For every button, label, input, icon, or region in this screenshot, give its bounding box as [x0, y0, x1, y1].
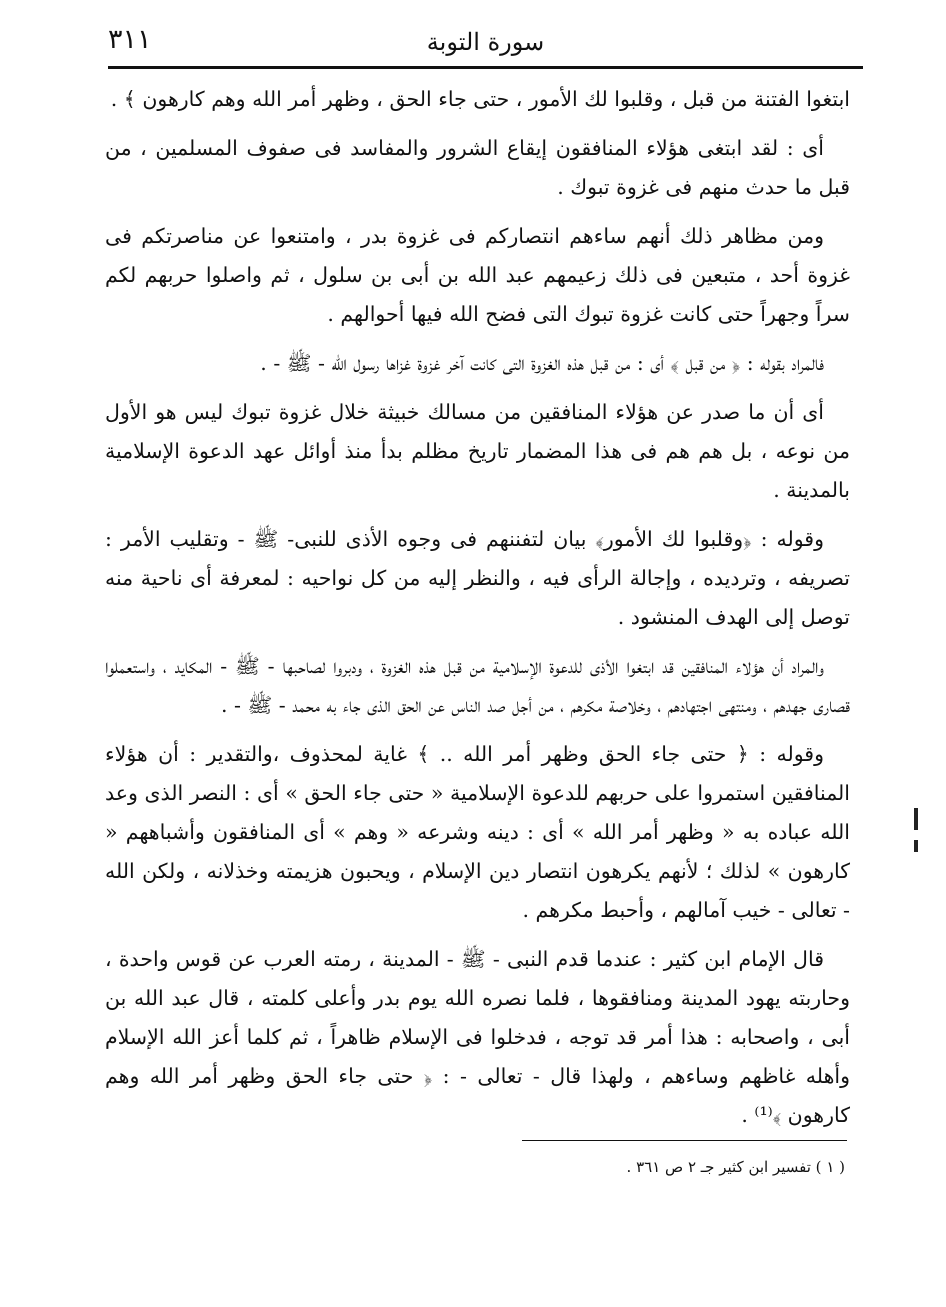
paragraph: أى أن ما صدر عن هؤلاء المنافقين من مسالك خبيثة خلال غزوة تبوك ليس هو الأول من نوعه ، بل هم هم فى هذا المضمار تاريخ مظلم بدأ منذ أوائل عهد الدعوة الإسلامية بالمدينة .: [105, 400, 850, 502]
paragraph: أى : لقد ابتغى هؤلاء المنافقون إيقاع الشرور والمفاسد فى صفوف المسلمين ، من قبل ما حدث منهم فى غزوة تبوك .: [105, 136, 850, 199]
body-text: [105, 80, 850, 1145]
paragraph: وقوله : ﴿ حتى جاء الحق وظهر أمر الله .. ﴾ غاية لمحذوف ،والتقدير : أن هؤلاء المنافقين استمروا على حربهم للدعوة الإسلامية « حتى جاء الحق » أى : النصر الذى وعد الله عباده به « وظهر أمر الله » أى : دينه وشرعه « وهم » أى المنافقون وأشباههم « كارهون » لذلك ؛ لأنهم يكرهون انتصار دين الإسلام ، ويحبون هزيمته وخذلانه ، ولكن الله - تعالى - خيب آمالهم ، وأحبط مكرهم .: [105, 742, 850, 922]
scan-margin-mark: [914, 840, 918, 852]
paragraph: فالمراد بقوله : ﴿ من قبل ﴾ أى : من قبل هذه الغزوة التى كانت آخر غزوة غزاها رسول الله - ﷺ - .: [260, 351, 824, 375]
page-number: ٣١١: [108, 24, 152, 55]
paragraph: وقوله : ﴿وقلبوا لك الأمور﴾ بيان لتفننهم فى وجوه الأذى للنبى- ﷺ - وتقليب الأمر : تصريفه ، وترديده ، وإجالة الرأى فيه ، والنظر إليه من كل نواحيه : لمعرفة أى ناحية منه توصل إلى الهدف المنشود .: [105, 527, 850, 629]
paragraph: ومن مظاهر ذلك أنهم ساءهم انتصاركم فى غزوة بدر ، وامتنعوا عن مناصرتكم فى غزوة أحد ، متبعين فى ذلك زعيمهم عبد الله بن أبى بن سلول ، ثم واصلوا حربهم لكم سراً وجهراً حتى كانت غزوة تبوك التى فضح الله فيها أحوالهم .: [105, 224, 850, 326]
paragraph: والمراد أن هؤلاء المنافقين قد ابتغوا الأذى للدعوة الإسلامية من قبل هذه الغزوة ، ودبروا لصاحبها - ﷺ - المكايد ، واستعملوا قصارى جهدهم ، ومنتهى اجتهادهم ، وخلاصة مكرهم ، من أجل صد الناس عن الحق الذى جاء به محمد - ﷺ - .: [105, 654, 850, 717]
scan-margin-mark: [914, 808, 918, 830]
page-header: [108, 18, 863, 69]
footnote-divider: [522, 1140, 847, 1141]
paragraph: ابتغوا الفتنة من قبل ، وقلبوا لك الأمور ، حتى جاء الحق ، وظهر أمر الله وهم كارهون ﴾ .: [110, 87, 850, 111]
surah-title: سورة التوبة: [426, 28, 545, 56]
footnote: ( ١ ) تفسير ابن كثير جـ ٢ ص ٣٦١ .: [626, 1158, 845, 1176]
paragraph: قال الإمام ابن كثير : عندما قدم النبى - ﷺ - المدينة ، رمته العرب عن قوس واحدة ، وحاربته يهود المدينة ومنافقوها ، فلما نصره الله يوم بدر وأعلى كلمته ، قال عبد الله بن أبى ، واصحابه : هذا أمر قد توجه ، فدخلوا فى الإسلام ظاهراً ، ثم كلما أعز الله الإسلام وأهله غاظهم وساءهم ، ولهذا قال - تعالى - : ﴿ حتى جاء الحق وظهر أمر الله وهم كارهون ﴾⁽¹⁾ .: [105, 947, 850, 1127]
